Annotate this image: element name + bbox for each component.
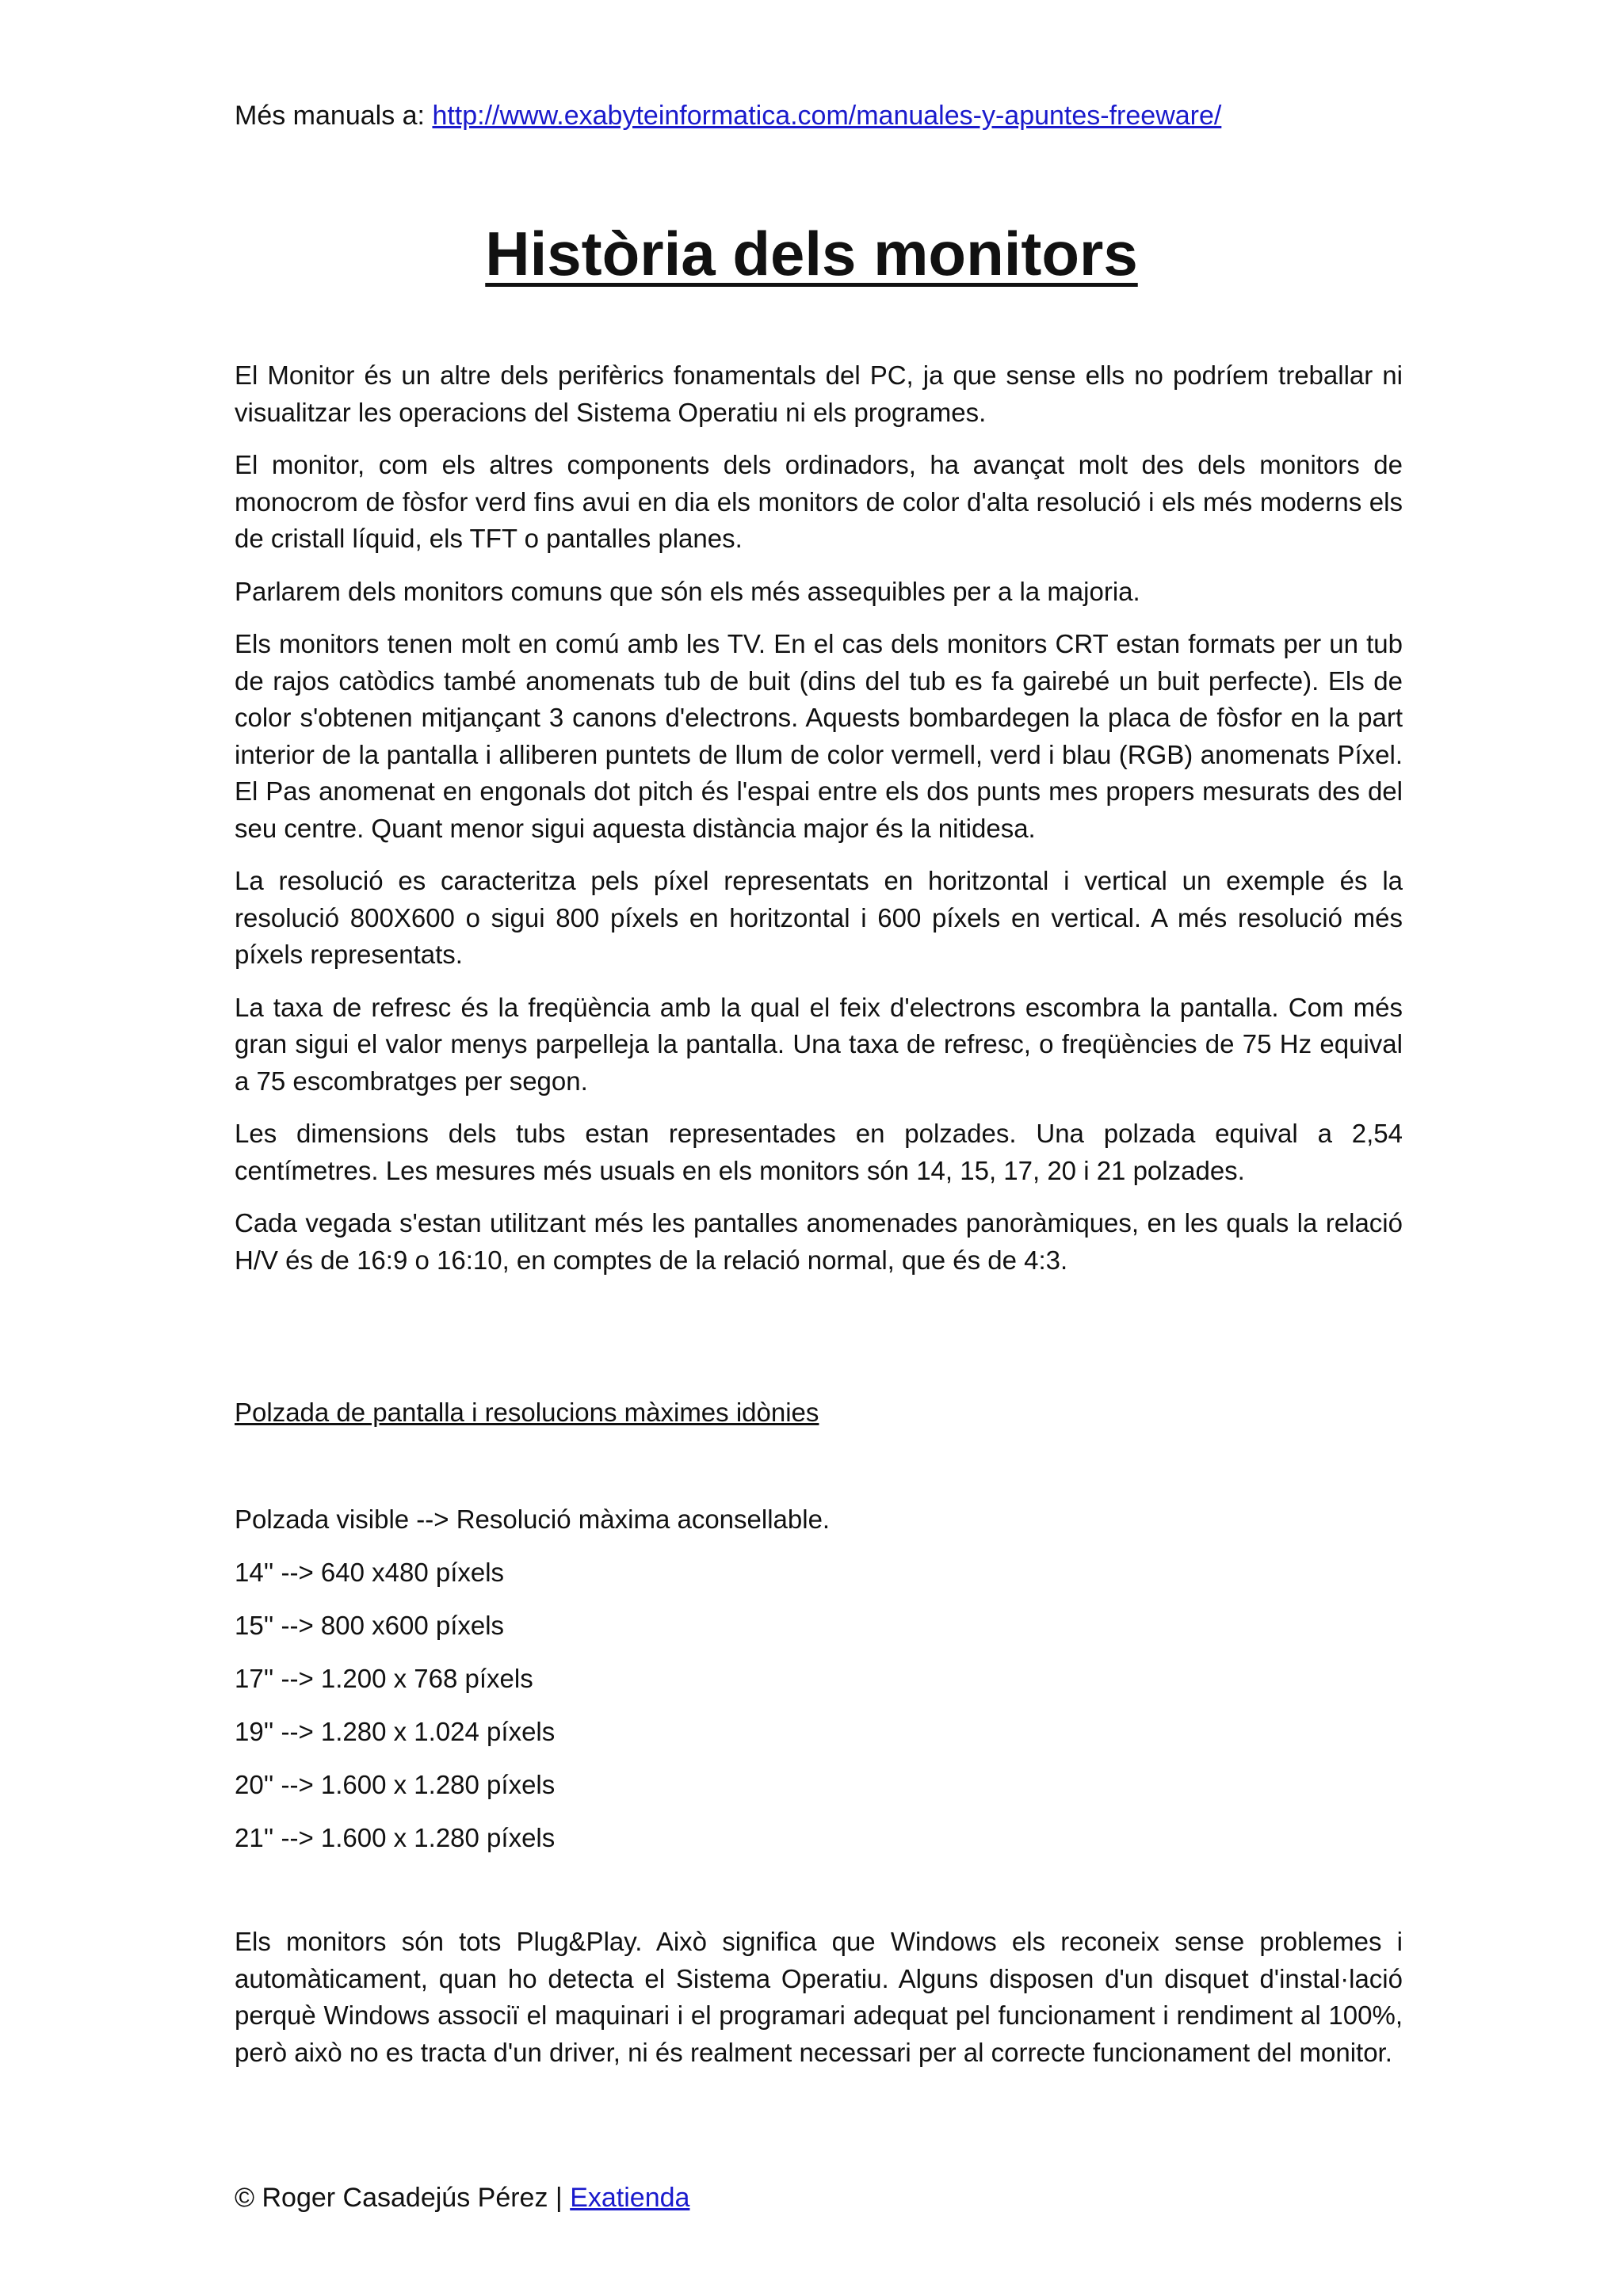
paragraph: Parlarem dels monitors comuns que són els més assequibles per a la majoria. xyxy=(235,576,1140,606)
paragraph: El Monitor és un altre dels perifèrics fonamentals del PC, ja que sense ells no podríem treballar ni visualitzar les operacions del Sistema Operatiu ni els programes. xyxy=(235,360,1403,427)
header-line xyxy=(235,97,1221,135)
closing-paragraph: Els monitors són tots Plug&Play. Això significa que Windows els reconeix sense problemes i automàticament, quan ho detecta el Sistema Operatiu. Alguns disposen d'un disquet d'instal·lació perquè Windows associï el maquinari i el programari adequat pel funcionament i rendiment al 100%, però això no es tracta d'un driver, ni és realment necessari per al correcte funcionament del monitor. xyxy=(235,1927,1403,2067)
footer-author: © Roger Casadejús Pérez | xyxy=(235,2183,571,2213)
list-item: 20'' --> 1.600 x 1.280 píxels xyxy=(235,1770,556,1799)
list-item: 17'' --> 1.200 x 768 píxels xyxy=(235,1664,533,1693)
paragraph: Les dimensions dels tubs estan representades en polzades. Una polzada equival a 2,54 centímetres. Les mesures més usuals en els monitors són 14, 15, 17, 20 i 21 polzades. xyxy=(235,1119,1403,1185)
resolution-intro: Polzada visible --> Resolució màxima aconsellable. xyxy=(235,1505,831,1534)
paragraph: Cada vegada s'estan utilitzant més les pantalles anomenades panoràmiques, en les quals la relació H/V és de 16:9 o 16:10, en comptes de la relació normal, que és de 4:3. xyxy=(235,1208,1403,1275)
page-title: Història dels monitors xyxy=(485,219,1138,288)
paragraph: La taxa de refresc és la freqüència amb la qual el feix d'electrons escombra la pantalla. Com més gran sigui el valor menys parpelleja la pantalla. Una taxa de refresc, o freqüències de 75 Hz equival a 75 escombratges per segon. xyxy=(235,992,1403,1096)
list-item: 15'' --> 800 x600 píxels xyxy=(235,1611,505,1640)
resolution-list xyxy=(235,1501,1403,1873)
header-prefix: Més manuals a: xyxy=(235,101,433,131)
list-item: 21'' --> 1.600 x 1.280 píxels xyxy=(235,1823,556,1852)
body-paragraphs xyxy=(235,357,1403,1295)
footer-link[interactable]: Exatienda xyxy=(570,2183,690,2213)
paragraph: El monitor, com els altres components dels ordinadors, ha avançat molt des dels monitors de monocrom de fòsfor verd fins avui en dia els monitors de color d'alta resolució i els més moderns els de cristall líquid, els TFT o pantalles planes. xyxy=(235,450,1403,553)
header-link[interactable]: http://www.exabyteinformatica.com/manuales-y-apuntes-freeware/ xyxy=(432,101,1222,131)
paragraph: Els monitors tenen molt en comú amb les TV. En el cas dels monitors CRT estan formats per un tub de rajos catòdics també anomenats tub de buit (dins del tub es fa gairebé un buit perfecte). Els de color s'obtenen mitjançant 3 canons d'electrons. Aquests bombardegen la placa de fòsfor en la part interior de la pantalla i alliberen puntets de llum de color vermell, verd i blau (RGB) anomenats Píxel. El Pas anomenat en engonals dot pitch és l'espai entre els dos punts mes propers mesurats des del seu centre. Quant menor sigui aquesta distància major és la nitidesa. xyxy=(235,629,1403,843)
section-heading: Polzada de pantalla i resolucions màximes idònies xyxy=(235,1398,819,1427)
list-item: 14'' --> 640 x480 píxels xyxy=(235,1558,505,1587)
paragraph: La resolució es caracteritza pels píxel representats en horitzontal i vertical un exemple és la resolució 800X600 o sigui 800 píxels en horitzontal i 600 píxels en vertical. A més resolució més píxels representats. xyxy=(235,866,1403,969)
list-item: 19'' --> 1.280 x 1.024 píxels xyxy=(235,1717,556,1746)
footer xyxy=(235,2179,689,2217)
